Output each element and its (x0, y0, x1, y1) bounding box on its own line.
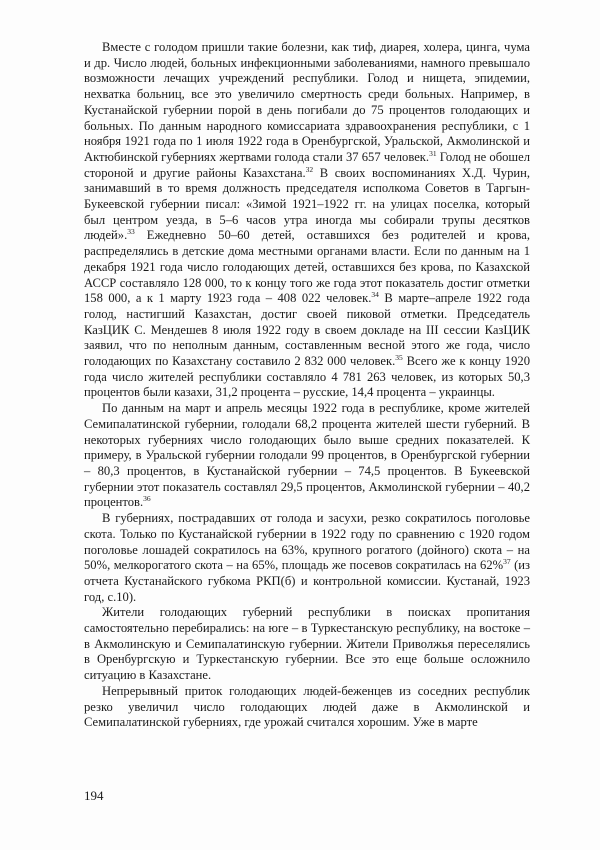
paragraph (84, 605, 530, 684)
text-segment: В губерниях, пострадавших от голода и засухи, резко сократилось поголовье скота. Только по Кустанайской губернии в 1922 году по сравнению с 1920 годом поголовье лошадей сократилось на 63%, крупного рогатого (дойного) скота – на 50%, мелкорогатого скота – на 65%, площадь же посевов сократилась на 62% (84, 511, 530, 573)
text-segment: Жители голодающих губерний республики в поисках пропитания самостоятельно перебирались: на юге – в Туркестанскую республику, на востоке – в Акмолинскую и Семипалатинскую губернии. Жители Приволжья переселялись в Оренбургскую и Туркестанскую губернии. Все это еще больше осложнило ситуацию в Казахстане. (84, 605, 530, 683)
paragraph (84, 511, 530, 605)
footnote-marker: 34 (371, 290, 379, 300)
paragraph (84, 684, 530, 731)
footnote-marker: 35 (395, 353, 403, 363)
text-segment: Голод не обошел стороной и другие районы Казахстана. (84, 149, 530, 180)
text-segment: В марте–апреле 1922 года голод, настигший Казахстан, достиг своей пиковой отметки. Председатель КазЦИК С. Мендешев 8 июля 1922 году в своем докладе на III сессии КазЦИК заявил, что по неполным данным, составленным весной этого же года, число голодающих по Казахстану составило 2 832 000 человек. (84, 291, 530, 369)
text-segment: Всего же к концу 1920 года число жителей республики составляло 4 781 263 человек, из которых 50,3 процентов были казахи, 31,2 процента – русские, 14,4 процента – украинцы. (84, 354, 530, 400)
text-segment: (из отчета Кустанайского губкома РКП(б) и контрольной комиссии. Кустанай, 1923 год, с.10). (84, 558, 530, 604)
footnote-marker: 37 (503, 557, 511, 567)
footnote-marker: 31 (429, 148, 437, 158)
body-text (84, 40, 530, 731)
text-segment: В своих воспоминаниях Х.Д. Чурин, занимавший в то время должность председателя исполкома Советов в Таргын-Букеевской губернии писал: «Зимой 1921–1922 гг. на улицах поселка, который был центром уезда, в 5–6 часов утра иногда мы собирали трупы десятков людей». (84, 165, 530, 243)
text-segment: Ежедневно 50–60 детей, оставшихся без родителей и крова, распределялись в детские дома местными органами власти. Если по данным на 1 декабря 1921 года число голодающих детей, оставшихся без крова, по Казахской АССР составляло 128 000, то к концу того же года этот показатель достиг отметки 158 000, а к 1 марту 1923 года – 408 022 человек. (84, 228, 530, 306)
text-segment: Непрерывный приток голодающих людей-беженцев из соседних республик резко увеличил число голодающих людей даже в Акмолинской и Семипалатинской губерниях, где урожай считался хорошим. Уже в марте (84, 683, 530, 730)
paragraph (84, 401, 530, 511)
page-number: 194 (84, 788, 104, 803)
footnote-marker: 33 (127, 227, 135, 237)
footnote-marker: 36 (143, 494, 151, 504)
text-segment: По данным на март и апрель месяцы 1922 года в республике, кроме жителей Семипалатинской губернии, голодали 68,2 процента жителей шести губерний. В некоторых губерниях число голодающих было выше средних показателей. К примеру, в Уральской губернии голодали 99 процентов, в Оренбургской губернии – 80,3 процентов, в Кустанайской губернии – 74,5 процентов. В Букеевской губернии этот показатель составлял 29,5 процентов, Акмолинской губернии – 40,2 процентов. (84, 401, 530, 510)
footnote-marker: 32 (305, 164, 314, 174)
text-segment: Вместе с голодом пришли такие болезни, как тиф, диарея, холера, цинга, чума и др. Число людей, больных инфекционными заболеваниями, намного превышало возможности лечащих учреждений республики. Голод и нищета, эпидемии, нехватка больниц, все это увеличило смертность среди больных. Например, в Кустанайской губернии порой в день погибали до 75 процентов голодающих и больных. По данным народного комиссариата здравоохранения республики, с 1 ноября 1921 года по 1 июля 1922 года в Оренбургской, Уральской, Акмолинской и Актюбинской губерниях жертвами голода стали 37 657 человек. (84, 40, 530, 164)
paragraph (84, 40, 530, 401)
